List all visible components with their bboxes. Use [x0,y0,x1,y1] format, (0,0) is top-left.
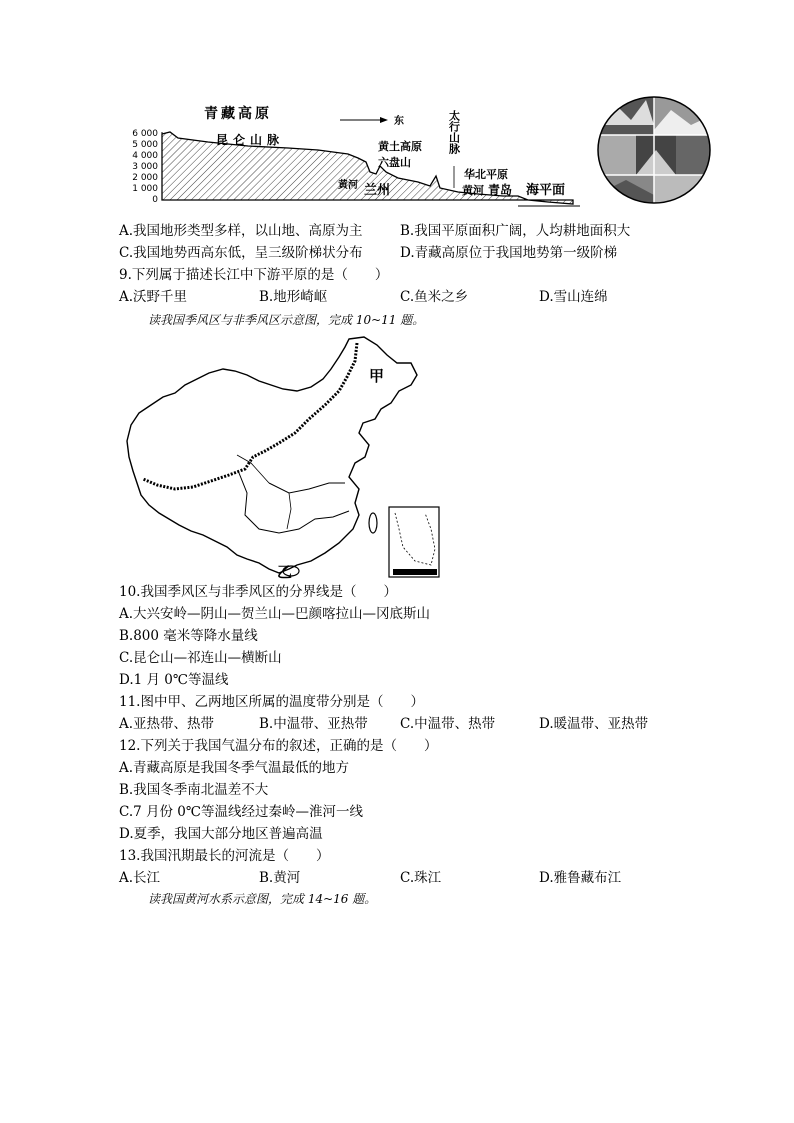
monsoon-boundary-line [143,343,357,489]
q8-option-c[interactable]: C.我国地势西高东低，呈三级阶梯状分布 [119,245,363,261]
q11-option-b[interactable]: B.中温带、亚热带 [259,716,368,732]
ytick: 2 000 [132,173,158,183]
q10-option-c[interactable]: C.昆仑山—祁连山—横断山 [119,650,282,666]
label-liupan: 六盘山 [378,156,411,169]
label-east: 东 [394,116,404,127]
q12-stem: 12.下列关于我国气温分布的叙述，正确的是（ ） [119,738,438,754]
q10-option-a[interactable]: A.大兴安岭—阴山—贺兰山—巴颜喀拉山—冈底斯山 [119,606,431,622]
q13-stem: 13.我国汛期最长的河流是（ ） [119,848,330,864]
map-label-yi: 乙 [277,563,293,579]
q8-option-a[interactable]: A.我国地形类型多样，以山地、高原为主 [119,223,363,239]
q10-stem: 10.我国季风区与非季风区的分界线是（ ） [119,584,397,600]
q10-option-b[interactable]: B.800 毫米等降水量线 [119,628,258,644]
ytick: 0 [152,195,158,205]
q13-option-d[interactable]: D.雅鲁藏布江 [539,870,622,886]
q12-option-b[interactable]: B.我国冬季南北温差不大 [119,782,269,798]
landscape-photo-globe [596,95,712,205]
terrain-profile [118,96,588,216]
label-lanzhou: 兰州 [364,183,391,198]
q13-option-b[interactable]: B.黄河 [259,870,301,886]
q8-option-b[interactable]: B.我国平原面积广阔，人均耕地面积大 [400,223,631,239]
label-qingdao: 青岛 [488,183,513,197]
label-qingzang: 青藏高原 [204,106,272,122]
map-label-jia: 甲 [369,367,385,385]
q13-option-c[interactable]: C.珠江 [400,870,442,886]
instruction-note: 读我国季风区与非季风区示意图，完成 10~11 题。 [148,313,425,327]
q9-option-a[interactable]: A.沃野千里 [119,289,188,305]
q12-option-a[interactable]: A.青藏高原是我国冬季气温最低的地方 [119,760,350,776]
q9-option-d[interactable]: D.雪山连绵 [539,289,608,305]
ytick: 1 000 [132,184,158,194]
label-huabei: 华北平原 [464,168,508,181]
q11-option-d[interactable]: D.暖温带、亚热带 [539,716,649,732]
label-huangtu: 黄土高原 [378,140,422,153]
q9-stem: 9.下列属于描述长江中下游平原的是（ ） [119,267,389,283]
china-monsoon-map [119,333,444,579]
instruction-note: 读我国黄河水系示意图，完成 14~16 题。 [148,892,377,906]
label-taihang: 太行山脉 [447,110,461,154]
ytick: 5 000 [132,140,158,150]
q8-option-d[interactable]: D.青藏高原位于我国地势第一级阶梯 [400,245,618,261]
label-sea-level: 海平面 [526,183,566,198]
ytick: 6 000 [132,129,158,139]
q13-option-a[interactable]: A.长江 [119,870,161,886]
label-huanghe-2: 黄河 [462,184,484,197]
q12-option-c[interactable]: C.7 月份 0℃等温线经过秦岭—淮河一线 [119,804,364,820]
ytick: 3 000 [132,162,158,172]
q11-stem: 11.图中甲、乙两地区所属的温度带分别是（ ） [119,694,424,710]
q11-option-c[interactable]: C.中温带、热带 [400,716,496,732]
q10-option-d[interactable]: D.1 月 0℃等温线 [119,672,229,688]
ytick: 4 000 [132,151,158,161]
label-huanghe-1: 黄河 [338,180,358,191]
label-kunlun: 昆仑山脉 [216,133,285,147]
q9-option-b[interactable]: B.地形崎岖 [259,289,328,305]
q11-option-a[interactable]: A.亚热带、热带 [119,716,215,732]
q9-option-c[interactable]: C.鱼米之乡 [400,289,469,305]
q12-option-d[interactable]: D.夏季，我国大部分地区普遍高温 [119,826,323,842]
